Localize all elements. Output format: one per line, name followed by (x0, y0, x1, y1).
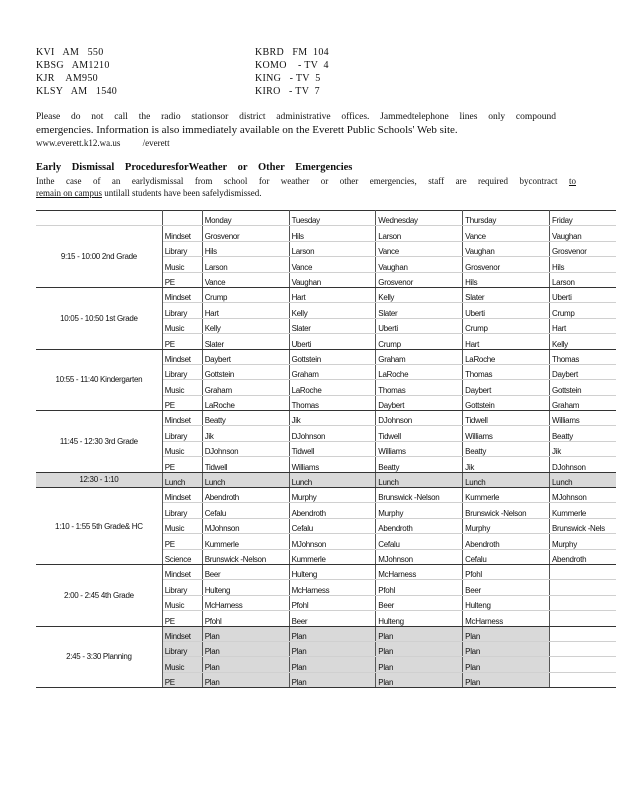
teacher-cell: McHarness (289, 580, 376, 595)
subject-cell: Music (162, 380, 202, 395)
teacher-cell: Hulteng (463, 595, 550, 610)
teacher-cell: Hils (550, 257, 616, 272)
teacher-cell: MJohnson (202, 518, 289, 533)
table-row (36, 411, 616, 426)
teacher-cell: Plan (376, 657, 463, 672)
teacher-cell: LaRoche (376, 364, 463, 379)
teacher-cell: DJohnson (289, 426, 376, 441)
radio-stations-right (255, 46, 329, 98)
teacher-cell: Crump (376, 334, 463, 349)
teacher-cell: Kelly (376, 287, 463, 302)
subject-cell: Music (162, 595, 202, 610)
teacher-cell: Brunswick -Nelson (463, 503, 550, 518)
subject-cell: Library (162, 426, 202, 441)
teacher-cell: Slater (289, 318, 376, 333)
subject-cell: Library (162, 641, 202, 656)
teacher-cell (550, 626, 616, 641)
teacher-cell: Crump (550, 303, 616, 318)
teacher-cell: McHarness (202, 595, 289, 610)
teacher-cell: Plan (202, 626, 289, 641)
teacher-cell: Larson (289, 241, 376, 256)
time-slot: 10:05 - 10:50 1st Grade (36, 287, 162, 349)
teacher-cell: Tidwell (289, 441, 376, 456)
teacher-cell: Daybert (463, 380, 550, 395)
day-header: Wednesday (376, 211, 463, 226)
teacher-cell: Kelly (289, 303, 376, 318)
teacher-cell (550, 641, 616, 656)
procedure-underlined: remain on campus (36, 188, 102, 198)
teacher-cell: Jik (289, 411, 376, 426)
teacher-cell: Graham (289, 364, 376, 379)
teacher-cell: Vance (289, 257, 376, 272)
time-slot: 1:10 - 1:55 5th Grade& HC (36, 488, 162, 565)
day-header: Monday (202, 211, 289, 226)
teacher-cell: Vaughan (550, 226, 616, 241)
teacher-cell: Plan (376, 672, 463, 687)
teacher-cell: Cefalu (202, 503, 289, 518)
station: KBRD FM 104 (255, 47, 329, 58)
teacher-cell (550, 595, 616, 610)
teacher-cell: Brunswick -Nelson (202, 549, 289, 564)
teacher-cell: Williams (463, 426, 550, 441)
procedure-text: untilall students have been safelydismissed. (104, 188, 262, 198)
teacher-cell: Kummerle (463, 488, 550, 503)
teacher-cell: Abendroth (463, 534, 550, 549)
teacher-cell: Thomas (550, 349, 616, 364)
teacher-cell: Grosvenor (202, 226, 289, 241)
time-slot: 2:45 - 3:30 Planning (36, 626, 162, 688)
subject-cell: Library (162, 303, 202, 318)
teacher-cell: Beatty (376, 457, 463, 472)
subject-cell: PE (162, 611, 202, 626)
day-header: Thursday (463, 211, 550, 226)
teacher-cell: DJohnson (202, 441, 289, 456)
teacher-cell: Brunswick -Nels (550, 518, 616, 533)
teacher-cell: Williams (289, 457, 376, 472)
teacher-cell: Grosvenor (463, 257, 550, 272)
teacher-cell: Gottstein (202, 364, 289, 379)
day-header: Tuesday (289, 211, 376, 226)
teacher-cell: Slater (376, 303, 463, 318)
teacher-cell: Hulteng (376, 611, 463, 626)
teacher-cell: Beatty (550, 426, 616, 441)
teacher-cell: Daybert (376, 395, 463, 410)
subject-cell: Mindset (162, 564, 202, 579)
time-slot: 10:55 - 11:40 Kindergarten (36, 349, 162, 411)
teacher-cell: Murphy (463, 518, 550, 533)
teacher-cell: Beer (463, 580, 550, 595)
teacher-cell: Kummerle (202, 534, 289, 549)
teacher-cell: Kummerle (289, 549, 376, 564)
teacher-cell: Hils (202, 241, 289, 256)
teacher-cell: Plan (202, 657, 289, 672)
teacher-cell: Graham (202, 380, 289, 395)
teacher-cell: Kummerle (550, 503, 616, 518)
table-row (36, 226, 616, 241)
subject-cell: PE (162, 672, 202, 687)
teacher-cell: Pfohl (289, 595, 376, 610)
subject-cell: Library (162, 241, 202, 256)
station: KJR AM950 (36, 73, 98, 84)
teacher-cell: Uberti (550, 287, 616, 302)
teacher-cell: Hils (289, 226, 376, 241)
teacher-cell: Beer (289, 611, 376, 626)
teacher-cell: Vance (463, 226, 550, 241)
teacher-cell: Thomas (463, 364, 550, 379)
teacher-cell (550, 672, 616, 687)
station: KBSG AM1210 (36, 60, 110, 71)
teacher-cell: Graham (550, 395, 616, 410)
teacher-cell: Vaughan (463, 241, 550, 256)
teacher-cell: Uberti (463, 303, 550, 318)
teacher-cell: Gottstein (289, 349, 376, 364)
teacher-cell: Abendroth (202, 488, 289, 503)
teacher-cell: Plan (289, 641, 376, 656)
teacher-cell: Beatty (463, 441, 550, 456)
teacher-cell: Plan (202, 641, 289, 656)
subject-cell: Library (162, 364, 202, 379)
lunch-cell: Lunch (289, 472, 376, 487)
subject-cell: Library (162, 503, 202, 518)
teacher-cell: Tidwell (463, 411, 550, 426)
subject-cell: Mindset (162, 626, 202, 641)
teacher-cell: Thomas (289, 395, 376, 410)
subject-cell: Mindset (162, 226, 202, 241)
teacher-cell: Murphy (550, 534, 616, 549)
station: KIRO - TV 7 (255, 86, 320, 97)
teacher-cell (550, 657, 616, 672)
teacher-cell: Plan (463, 657, 550, 672)
time-slot: 11:45 - 12:30 3rd Grade (36, 411, 162, 473)
teacher-cell: Uberti (376, 318, 463, 333)
lunch-cell: Lunch (162, 472, 202, 487)
teacher-cell: Larson (550, 272, 616, 287)
teacher-cell: Hils (463, 272, 550, 287)
teacher-cell: Crump (463, 318, 550, 333)
teacher-cell: Kelly (550, 334, 616, 349)
teacher-cell: MJohnson (289, 534, 376, 549)
teacher-cell: Plan (289, 626, 376, 641)
teacher-cell: Graham (376, 349, 463, 364)
teacher-cell: Daybert (550, 364, 616, 379)
teacher-cell: Cefalu (463, 549, 550, 564)
time-slot: 12:30 - 1:10 (36, 472, 162, 487)
lunch-row (36, 472, 616, 487)
subject-cell: PE (162, 534, 202, 549)
teacher-cell: Slater (463, 287, 550, 302)
teacher-cell: Slater (202, 334, 289, 349)
teacher-cell: Murphy (289, 488, 376, 503)
lunch-cell: Lunch (463, 472, 550, 487)
teacher-cell: Plan (463, 641, 550, 656)
teacher-cell: Brunswick -Nelson (376, 488, 463, 503)
teacher-cell: Plan (202, 672, 289, 687)
subject-cell: Science (162, 549, 202, 564)
time-header-cell (36, 211, 162, 226)
lunch-cell: Lunch (376, 472, 463, 487)
teacher-cell (550, 564, 616, 579)
table-row (36, 287, 616, 302)
time-slot: 9:15 - 10:00 2nd Grade (36, 226, 162, 288)
teacher-cell: LaRoche (463, 349, 550, 364)
teacher-cell: Cefalu (289, 518, 376, 533)
subject-cell: PE (162, 272, 202, 287)
teacher-cell: Gottstein (550, 380, 616, 395)
teacher-cell: Hart (463, 334, 550, 349)
notice-line: emergencies. Information is also immediately available on the Everett Public Schools' Web site. (36, 124, 458, 136)
table-row (36, 564, 616, 579)
teacher-cell: Hulteng (289, 564, 376, 579)
procedure-text: Inthe case of an earlydismissal from school for weather or other emergencies, staff are required bycontract (36, 176, 558, 186)
subject-cell: Library (162, 580, 202, 595)
subject-cell: PE (162, 457, 202, 472)
teacher-cell: Uberti (289, 334, 376, 349)
subject-cell: PE (162, 395, 202, 410)
teacher-cell: Plan (289, 672, 376, 687)
radio-stations-left (36, 46, 117, 98)
teacher-cell: Hart (289, 287, 376, 302)
teacher-cell: Vaughan (289, 272, 376, 287)
teacher-cell: DJohnson (376, 411, 463, 426)
teacher-cell: Vance (202, 272, 289, 287)
notice-line: Please do not call the radio stationsor district administrative offices. Jammedtelephone lines only compound (36, 112, 556, 122)
subject-cell: Music (162, 257, 202, 272)
teacher-cell: Hart (202, 303, 289, 318)
subject-cell: Music (162, 441, 202, 456)
procedure-underlined: to (568, 176, 576, 186)
teacher-cell: McHarness (376, 564, 463, 579)
table-row (36, 626, 616, 641)
teacher-cell: Plan (463, 626, 550, 641)
station: KLSY AM 1540 (36, 86, 118, 97)
website-link[interactable]: www.everett.k12.wa.us /everett (36, 138, 170, 148)
teacher-cell: LaRoche (289, 380, 376, 395)
teacher-cell: Murphy (376, 503, 463, 518)
teacher-cell: Larson (376, 226, 463, 241)
teacher-cell: Crump (202, 287, 289, 302)
table-row (36, 349, 616, 364)
teacher-cell: Pfohl (463, 564, 550, 579)
subject-cell: Music (162, 318, 202, 333)
teacher-cell: DJohnson (550, 457, 616, 472)
teacher-cell: Grosvenor (376, 272, 463, 287)
teacher-cell: Plan (376, 641, 463, 656)
teacher-cell: Cefalu (376, 534, 463, 549)
subject-cell: Mindset (162, 349, 202, 364)
teacher-cell: Pfohl (202, 611, 289, 626)
teacher-cell: Plan (376, 626, 463, 641)
subject-cell: Mindset (162, 287, 202, 302)
teacher-cell: Pfohl (376, 580, 463, 595)
subject-cell: PE (162, 334, 202, 349)
teacher-cell: Williams (550, 411, 616, 426)
notice-paragraph (36, 111, 556, 150)
procedure-paragraph (36, 175, 576, 199)
dismissal-schedule-table (36, 210, 616, 688)
table-header-row (36, 211, 616, 226)
teacher-cell: Daybert (202, 349, 289, 364)
teacher-cell: Plan (463, 672, 550, 687)
teacher-cell: Kelly (202, 318, 289, 333)
teacher-cell: Beatty (202, 411, 289, 426)
station: KOMO - TV 4 (255, 60, 329, 71)
lunch-cell: Lunch (550, 472, 616, 487)
teacher-cell: Beer (376, 595, 463, 610)
teacher-cell: Plan (289, 657, 376, 672)
teacher-cell: Larson (202, 257, 289, 272)
teacher-cell: Vance (376, 241, 463, 256)
teacher-cell: Grosvenor (550, 241, 616, 256)
teacher-cell: Hulteng (202, 580, 289, 595)
teacher-cell: Abendroth (376, 518, 463, 533)
procedure-line (36, 187, 576, 199)
teacher-cell: MJohnson (376, 549, 463, 564)
time-slot: 2:00 - 2:45 4th Grade (36, 564, 162, 626)
station: KVI AM 550 (36, 47, 104, 58)
teacher-cell: Jik (550, 441, 616, 456)
teacher-cell: Thomas (376, 380, 463, 395)
teacher-cell: Tidwell (202, 457, 289, 472)
teacher-cell: Hart (550, 318, 616, 333)
subject-cell: Mindset (162, 488, 202, 503)
teacher-cell: Tidwell (376, 426, 463, 441)
table-row (36, 488, 616, 503)
teacher-cell: Gottstein (463, 395, 550, 410)
subject-cell: Mindset (162, 411, 202, 426)
station: KING - TV 5 (255, 73, 321, 84)
teacher-cell: Jik (463, 457, 550, 472)
section-heading: Early Dismissal ProceduresforWeather or Other Emergencies (36, 162, 353, 173)
teacher-cell: LaRoche (202, 395, 289, 410)
teacher-cell: Beer (202, 564, 289, 579)
teacher-cell: Abendroth (289, 503, 376, 518)
teacher-cell: Vaughan (376, 257, 463, 272)
teacher-cell (550, 580, 616, 595)
teacher-cell (550, 611, 616, 626)
teacher-cell: MJohnson (550, 488, 616, 503)
day-header: Friday (550, 211, 616, 226)
teacher-cell: Jik (202, 426, 289, 441)
subject-cell: Music (162, 518, 202, 533)
subject-cell: Music (162, 657, 202, 672)
teacher-cell: Abendroth (550, 549, 616, 564)
teacher-cell: McHarness (463, 611, 550, 626)
subject-header-cell (162, 211, 202, 226)
teacher-cell: Williams (376, 441, 463, 456)
procedure-line (36, 175, 576, 187)
lunch-cell: Lunch (202, 472, 289, 487)
